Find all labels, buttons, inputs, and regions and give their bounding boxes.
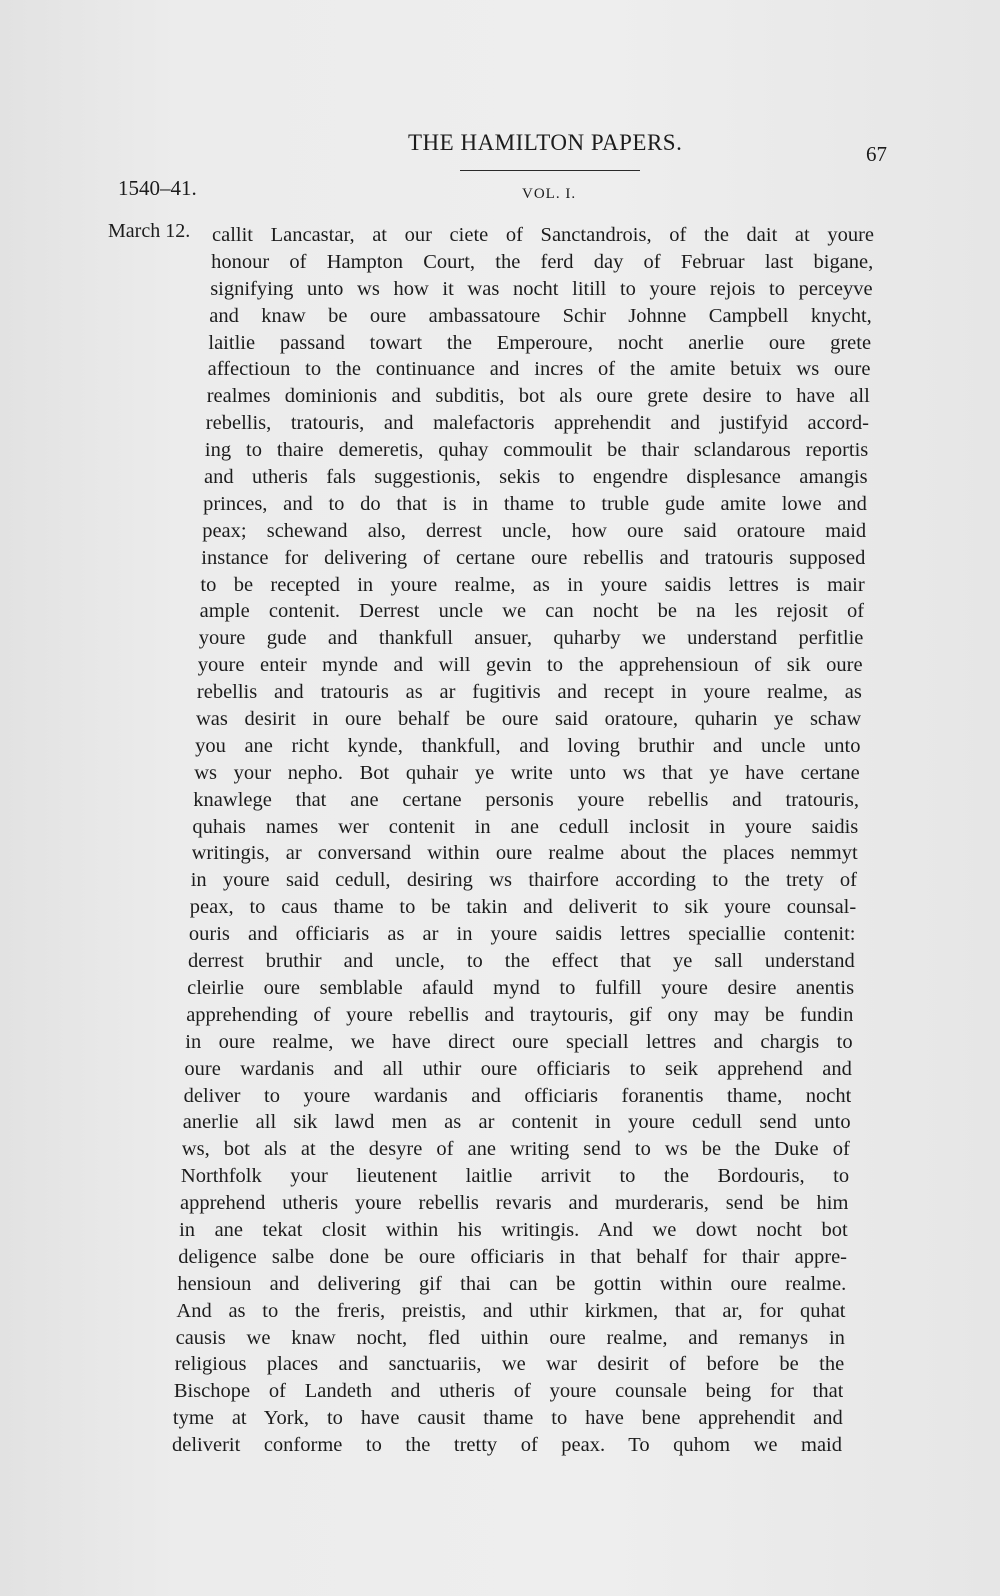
year-range: 1540–41. xyxy=(118,176,197,200)
text-line: writingis, ar conversand within oure realme about the places nemmyt xyxy=(191,842,858,865)
text-line: derrest bruthir and uncle, to the effect that ye sall understand xyxy=(188,950,855,973)
text-line: instance for delivering of certane oure rebellis and tratouris supposed xyxy=(201,546,866,569)
text-line: knawlege that ane certane personis youre rebellis and tratouris, xyxy=(193,788,859,811)
text-line: in youre said cedull, desiring ws thairfore according to the trety of xyxy=(190,869,857,892)
text-line: you ane richt kynde, thankfull, and loving bruthir and uncle unto xyxy=(195,734,861,757)
text-line: deligence salbe done be oure officiaris in that behalf for thair appre- xyxy=(178,1245,847,1268)
text-line: hensioun and delivering gif thai can be gottin within oure realme. xyxy=(177,1272,847,1295)
text-line: oure wardanis and all uthir oure officiaris to seik apprehend and xyxy=(184,1057,852,1080)
text-line: anerlie all sik lawd men as ar contenit in youre cedull send unto xyxy=(182,1111,851,1134)
text-line: Northfolk your lieutenent laitlie arrivit to the Bordouris, to xyxy=(180,1165,850,1188)
text-line: laitlie passand towart the Emperoure, nocht anerlie oure grete xyxy=(208,331,872,354)
text-line: causis we knaw nocht, fled uithin oure realme, and remanys in xyxy=(175,1326,845,1349)
text-line: callit Lancastar, at our ciete of Sanctandrois, of the dait at youre xyxy=(212,224,874,246)
text-line: in ane tekat closit within his writingis. And we dowt nocht bot xyxy=(179,1218,848,1241)
text-line: Bischope of Landeth and utheris of youre counsale being for that xyxy=(173,1380,844,1403)
text-line: youre enteir mynde and will gevin to the apprehensioun of sik oure xyxy=(197,654,863,677)
text-line: affectioun to the continuance and incres of the amite betuix ws oure xyxy=(207,358,871,381)
text-line: realmes dominionis and subditis, bot als oure grete desire to have all xyxy=(206,385,870,408)
text-line: apprehending of youre rebellis and traytouris, gif ony may be fundin xyxy=(186,1003,854,1026)
text-line: was desirit in oure behalf be oure said oratoure, quharin ye schaw xyxy=(196,708,862,731)
running-head-title: THE HAMILTON PAPERS. xyxy=(408,130,683,155)
text-line: signifying unto ws how it was nocht litill to youre rejois to perceyve xyxy=(210,277,873,300)
text-line: ample contenit. Derrest uncle we can nocht be na les rejosit of xyxy=(199,600,865,623)
text-line: religious places and sanctuariis, we war desirit of before be the xyxy=(174,1353,845,1376)
text-line: ws your nepho. Bot quhair ye write unto ws that ye have certane xyxy=(194,761,860,784)
text-line: ouris and officiaris as ar in youre saidis lettres speciallie contenit: xyxy=(188,923,856,946)
text-line: honour of Hampton Court, the ferd day of Februar last bigane, xyxy=(211,250,874,273)
text-line: princes, and to do that is in thame to truble gude amite lowe and xyxy=(203,492,867,515)
margin-date: March 12. xyxy=(108,220,191,242)
text-line: deliver to youre wardanis and officiaris foranentis thame, nocht xyxy=(183,1084,852,1107)
text-line: rebellis and tratouris as ar fugitivis and recept in youre realme, as xyxy=(196,681,862,704)
text-line: and utheris fals suggestionis, sekis to engendre displesance amangis xyxy=(204,466,868,489)
text-line: rebellis, tratouris, and malefactoris apprehendit and justifyid accord- xyxy=(205,412,869,435)
header-rule xyxy=(460,170,640,171)
text-line: ws, bot als at the desyre of ane writing send to ws be the Duke of xyxy=(181,1138,850,1161)
text-line: cleirlie oure semblable afauld mynd to fulfill youre desire anentis xyxy=(187,976,855,999)
text-line: to be recepted in youre realme, as in youre saidis lettres is mair xyxy=(200,573,865,596)
volume-label: VOL. I. xyxy=(522,186,577,202)
text-line: and knaw be oure ambassatoure Schir Johnne Campbell knycht, xyxy=(209,304,872,327)
text-line: youre gude and thankfull ansuer, quharby we understand perfitlie xyxy=(198,627,864,650)
text-line: quhais names wer contenit in ane cedull inclosit in youre saidis xyxy=(192,815,859,838)
body-text xyxy=(172,222,874,1459)
text-line: apprehend utheris youre rebellis revaris and murderaris, send be him xyxy=(180,1192,849,1215)
text-line: peax; schewand also, derrest uncle, how oure said oratoure maid xyxy=(202,519,867,542)
text-line: peax, to caus thame to be takin and deliverit to sik youre counsal- xyxy=(189,896,857,919)
page-number: 67 xyxy=(866,142,887,166)
text-line: And as to the freris, preistis, and uthir kirkmen, that ar, for quhat xyxy=(176,1299,846,1322)
text-line: in oure realme, we have direct oure speciall lettres and chargis to xyxy=(185,1030,853,1053)
text-line: tyme at York, to have causit thame to have bene apprehendit and xyxy=(172,1407,843,1430)
text-line: ing to thaire demeretis, quhay commoulit be thair sclandarous reportis xyxy=(204,439,869,462)
text-line: deliverit conforme to the tretty of peax. To quhom we maid xyxy=(172,1434,842,1457)
